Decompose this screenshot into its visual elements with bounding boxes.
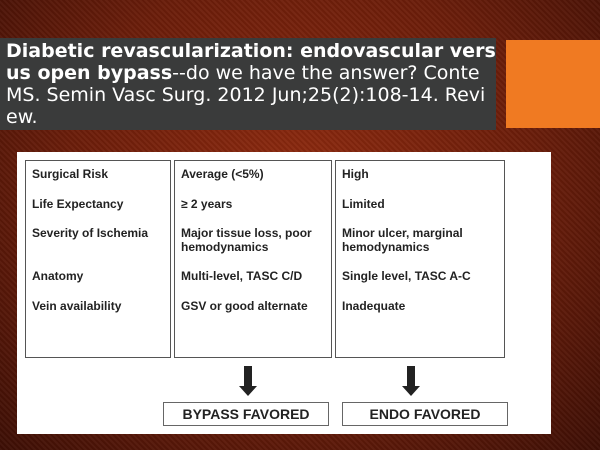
title-banner [0,38,496,130]
endo-cell: Single level, TASC A-C [342,269,471,283]
endo-cell: Limited [342,197,385,211]
bypass-column [174,160,332,358]
title-bold: Diabetic revascularization: endovascular versus open bypass [6,40,496,84]
bypass-cell: Average (<5%) [181,167,264,181]
endo-column [335,160,505,358]
comparison-figure [17,152,551,434]
factor-cell: Life Expectancy [32,197,124,211]
orange-accent-block [506,40,600,128]
title-citation: --do we have the answer? Conte MS. Semin Vasc Surg. 2012 Jun;25(2):108-14. Review. [6,62,486,128]
endo-cell: Minor ulcer, marginal hemodynamics [342,226,463,254]
factor-cell: Vein availability [32,299,122,313]
down-arrow-icon [244,366,252,388]
bypass-favored-label: BYPASS FAVORED [163,402,329,426]
endo-cell: Inadequate [342,299,406,313]
factor-cell: Severity of Ischemia [32,226,149,240]
bypass-cell: Multi-level, TASC C/D [181,269,303,283]
factors-column [25,160,171,358]
slide-title [6,38,496,128]
down-arrow-icon [407,366,415,388]
factor-cell: Surgical Risk [32,167,109,181]
bypass-cell: GSV or good alternate [181,299,308,313]
endo-cell: High [342,167,369,181]
bypass-cell: Major tissue loss, poor hemodynamics [181,226,312,254]
endo-favored-label: ENDO FAVORED [342,402,508,426]
factor-cell: Anatomy [32,269,84,283]
bypass-cell: ≥ 2 years [181,197,233,211]
